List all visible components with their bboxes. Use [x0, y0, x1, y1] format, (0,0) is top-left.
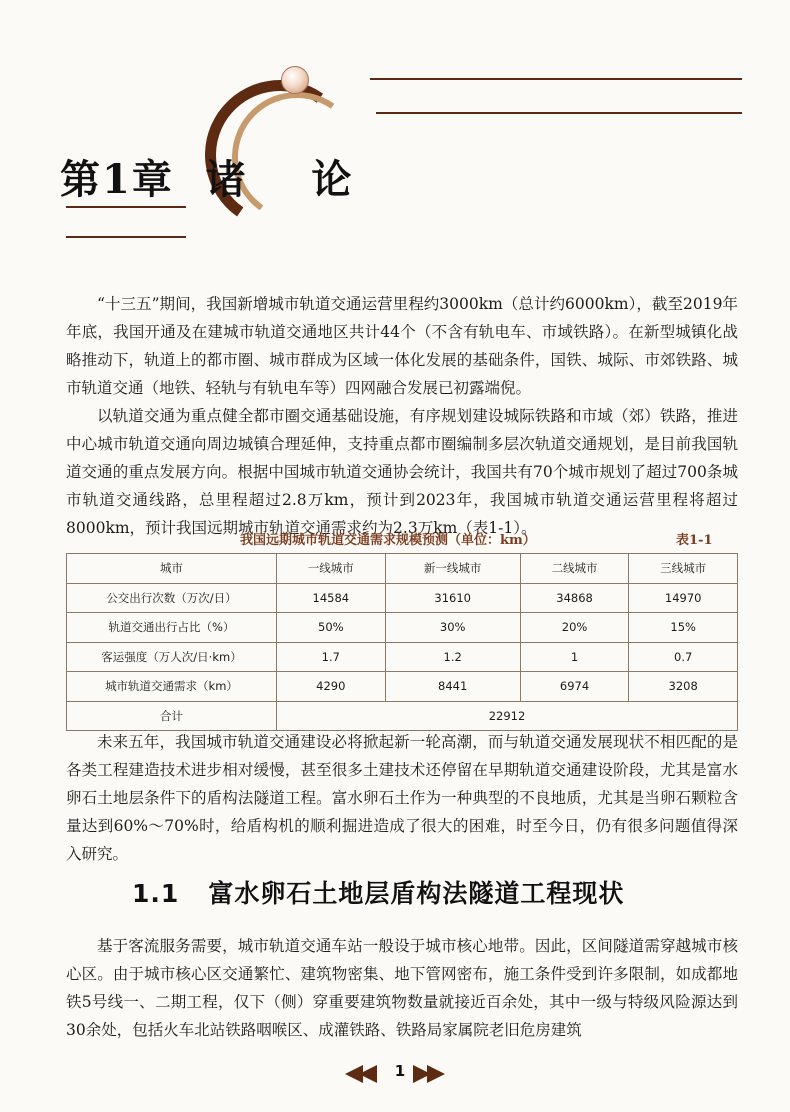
table-row [67, 672, 738, 702]
table-row [67, 583, 738, 613]
table-header-cell: 一线城市 [277, 554, 386, 584]
paragraph-1: “十三五”期间，我国新增城市轨道交通运营里程约3000km（总计约6000km），截至2019年年底，我国开通及在建城市轨道交通地区共计44个（不含有轨电车、市域铁路）。在新型城镇化战略推动下，轨道上的都市圈、城市群成为区域一体化发展的基础条件，国铁、城际、市郊铁路、城市轨道交通（地铁、轻轨与有轨电车等）四网融合发展已初露端倪。 [66, 295, 738, 397]
table-cell: 城市轨道交通需求（km） [67, 672, 277, 702]
table-cell: 1.7 [277, 642, 386, 672]
table-cell: 14584 [277, 583, 386, 613]
table-cell: 8441 [385, 672, 520, 702]
section-title: 1.1 富水卵石土地层盾构法隧道工程现状 [132, 879, 625, 908]
table-cell: 3208 [629, 672, 738, 702]
table-header-cell: 城市 [67, 554, 277, 584]
demand-forecast-table [66, 553, 738, 731]
table-row [67, 642, 738, 672]
table-row [67, 613, 738, 643]
table-cell: 31610 [385, 583, 520, 613]
header-rule-left-1 [66, 206, 186, 208]
table-cell: 1 [520, 642, 629, 672]
table-cell: 轨道交通出行占比（%） [67, 613, 277, 643]
table-cell: 4290 [277, 672, 386, 702]
paragraph-4: 基于客流服务需要，城市轨道交通车站一般设于城市核心地带。因此，区间隧道需穿越城市核心区。由于城市核心区交通繁忙、建筑物密集、地下管网密布，施工条件受到许多限制，如成都地铁5号线一、二期工程，仅下（侧）穿重要建筑物数量就接近百余处，其中一级与特级风险源达到30余处，包括火车北站铁路咽喉区、成灌铁路、铁路局家属院老旧危房建筑 [66, 937, 738, 1039]
table-cell: 15% [629, 613, 738, 643]
table-cell: 客运强度（万人次/日·km） [67, 642, 277, 672]
table-cell: 14970 [629, 583, 738, 613]
table-cell: 20% [520, 613, 629, 643]
header-ball-ornament [281, 66, 309, 94]
table-cell: 6974 [520, 672, 629, 702]
table-header-cell: 二线城市 [520, 554, 629, 584]
table-number: 表1-1 [676, 533, 713, 548]
header-rule-left-2 [66, 236, 186, 238]
header-rule-top-1 [370, 78, 742, 80]
table-header-cell: 新一线城市 [385, 554, 520, 584]
table-cell: 50% [277, 613, 386, 643]
chapter-header [0, 0, 790, 250]
table-total-value: 22912 [277, 701, 738, 731]
table-cell: 公交出行次数（万次/日） [67, 583, 277, 613]
table-total-row [67, 701, 738, 731]
chapter-title: 第1章 诸 论 [60, 156, 354, 203]
paragraph-2: 以轨道交通为重点健全都市圈交通基础设施，有序规划建设城际铁路和市域（郊）铁路，推进中心城市轨道交通向周边城镇合理延伸，支持重点都市圈编制多层次轨道交通规划，是目前我国轨道交通的重点发展方向。根据中国城市轨道交通协会统计，我国共有70个城市规划了超过700条城市轨道交通线路，总里程超过2.8万km，预计到2023年，我国城市轨道交通运营里程将超过8000km，预计我国远期城市轨道交通需求约为2.3万km（表1-1）。 [66, 407, 738, 537]
table-total-label: 合计 [67, 701, 277, 731]
table-cell: 1.2 [385, 642, 520, 672]
table-cell: 0.7 [629, 642, 738, 672]
table-header-cell: 三线城市 [629, 554, 738, 584]
table-caption: 我国远期城市轨道交通需求规模预测（单位：km） [240, 533, 536, 548]
paragraph-3: 未来五年，我国城市轨道交通建设必将掀起新一轮高潮，而与轨道交通发展现状不相匹配的是各类工程建造技术进步相对缓慢，甚至很多土建技术还停留在早期轨道交通建设阶段，尤其是富水卵石土地层条件下的盾构法隧道工程。富水卵石土作为一种典型的不良地质，尤其是当卵石颗粒含量达到60%～70%时，给盾构机的顺利掘进造成了很大的困难，时至今日，仍有很多问题值得深入研究。 [66, 733, 738, 863]
table-cell: 34868 [520, 583, 629, 613]
table-header-row [67, 554, 738, 584]
table-cell: 30% [385, 613, 520, 643]
header-rule-top-2 [376, 112, 742, 114]
page-number: 1 [394, 1062, 406, 1080]
